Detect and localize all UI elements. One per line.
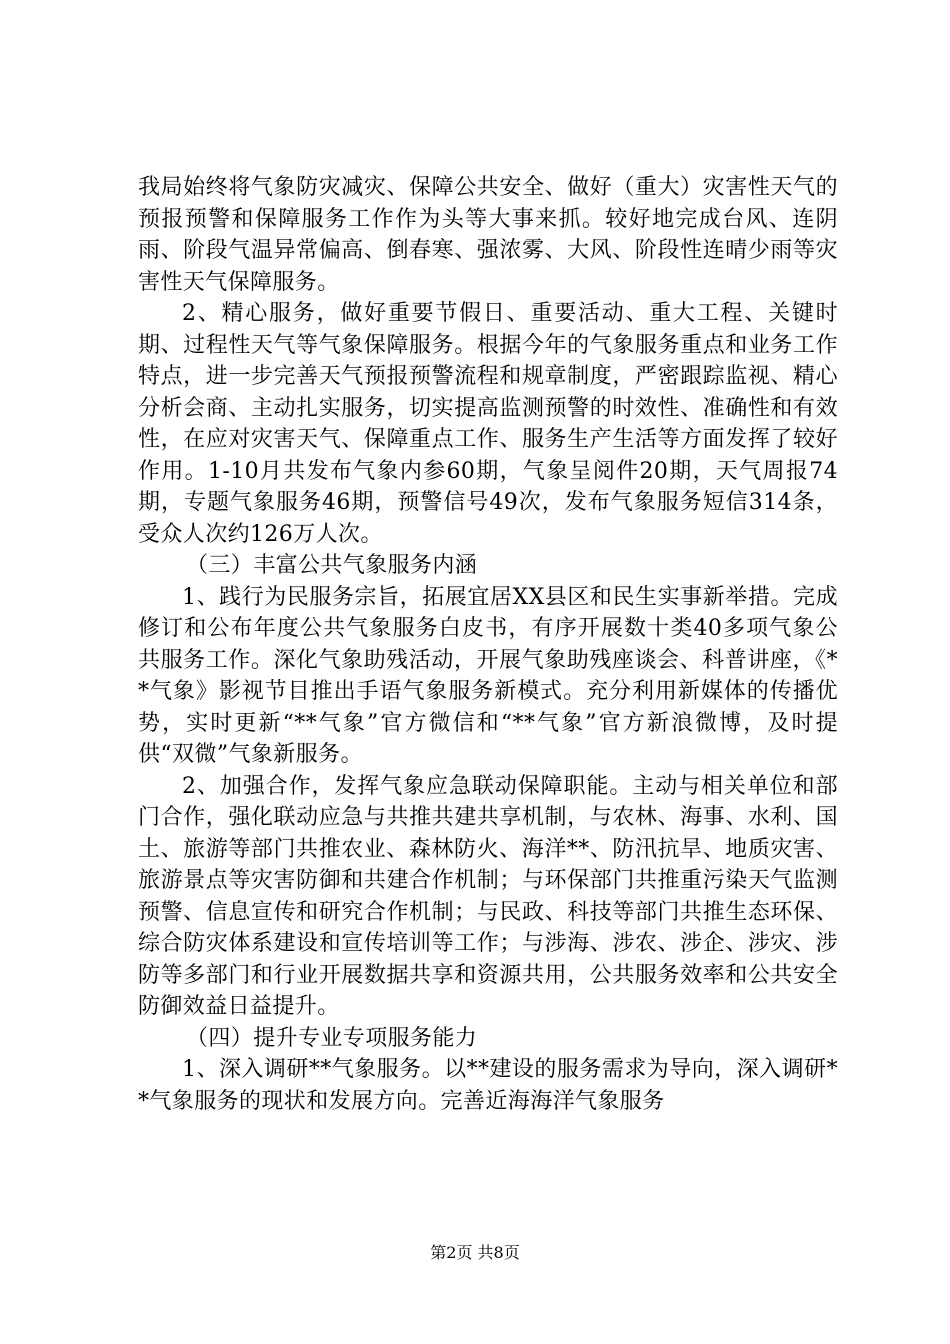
document-body <box>138 172 838 1117</box>
paragraph-continuation: 我局始终将气象防灾减灾、保障公共安全、做好（重大）灾害性天气的预报预警和保障服务工作作为头等大事来抓。较好地完成台风、连阴雨、阶段气温异常偏高、倒春寒、强浓雾、大风、阶段性连晴少雨等灾害性天气保障服务。 <box>138 175 838 295</box>
paragraph-item: 2、加强合作，发挥气象应急联动保障职能。主动与相关单位和部门合作，强化联动应急与共推共建共享机制，与农林、海事、水利、国土、旅游等部门共推农业、森林防火、海洋**、防汛抗旱、地质灾害、旅游景点等灾害防御和共建合作机制；与环保部门共推重污染天气监测预警、信息宣传和研究合作机制；与民政、科技等部门共推生态环保、综合防灾体系建设和宣传培训等工作；与涉海、涉农、涉企、涉灾、涉防等多部门和行业开展数据共享和资源共用，公共服务效率和公共安全防御效益日益提升。 <box>138 773 838 1019</box>
page-footer: 第2页 共8页 <box>430 1243 520 1262</box>
section-heading: （三）丰富公共气象服务内涵 <box>186 553 478 578</box>
paragraph-item: 2、精心服务，做好重要节假日、重要活动、重大工程、关键时期、过程性天气等气象保障服务。根据今年的气象服务重点和业务工作特点，进一步完善天气预报预警流程和规章制度，严密跟踪监视、精心分析会商、主动扎实服务，切实提高监测预警的时效性、准确性和有效性，在应对灾害天气、保障重点工作、服务生产生活等方面发挥了较好作用。1-10月共发布气象内参60期，气象呈阅件20期，天气周报74期，专题气象服务46期，预警信号49次，发布气象服务短信314条，受众人次约126万人次。 <box>138 301 838 547</box>
section-heading: （四）提升专业专项服务能力 <box>186 1025 478 1051</box>
paragraph-item: 1、深入调研**气象服务。以**建设的服务需求为导向，深入调研**气象服务的现状和发展方向。完善近海海洋气象服务 <box>138 1057 838 1114</box>
paragraph-item: 1、践行为民服务宗旨，拓展宜居XX县区和民生实事新举措。完成修订和公布年度公共气象服务白皮书，有序开展数十类40多项气象公共服务工作。深化气象助残活动，开展气象助残座谈会、科普讲座，《**气象》影视节目推出手语气象服务新模式。充分利用新媒体的传播优势，实时更新“**气象”官方微信和“**气象”官方新浪微博，及时提供“双微”气象新服务。 <box>138 584 838 767</box>
